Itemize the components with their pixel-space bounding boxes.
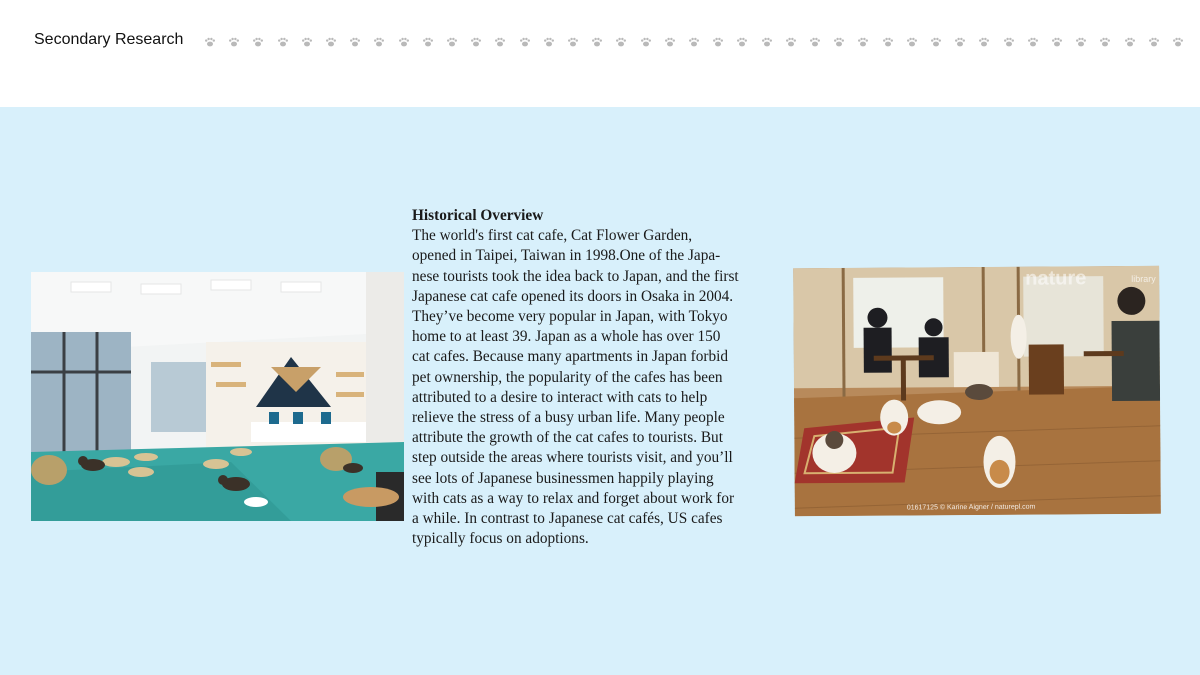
- overview-line: typically focus on adoptions.: [412, 530, 589, 548]
- overview-line: nese tourists took the idea back to Japan, and the first: [412, 267, 739, 285]
- paw-print-icon: [373, 36, 385, 48]
- watermark-sub-text: library: [1131, 273, 1156, 284]
- paw-print-icon: [1051, 36, 1063, 48]
- paw-print-icon: [1027, 36, 1039, 48]
- watermark-text: nature: [1025, 267, 1087, 290]
- paw-print-icon: [1148, 36, 1160, 48]
- paw-print-icon: [301, 36, 313, 48]
- historical-overview-heading: Historical Overview: [412, 207, 544, 224]
- paw-print-icon: [349, 36, 361, 48]
- overview-line: They’ve become very popular in Japan, with Tokyo: [412, 308, 728, 326]
- cat-cafe-interior-photo: [31, 272, 404, 521]
- paw-print-icon: [277, 36, 289, 48]
- paw-print-icon: [494, 36, 506, 48]
- paw-print-icon: [1075, 36, 1087, 48]
- paw-print-icon: [1124, 36, 1136, 48]
- paw-print-icon: [906, 36, 918, 48]
- paw-print-icon: [1003, 36, 1015, 48]
- paw-print-icon: [615, 36, 627, 48]
- content-area: [0, 107, 1200, 675]
- historical-overview-text: [412, 206, 790, 549]
- paw-print-icon: [712, 36, 724, 48]
- overview-line: see lots of Japanese businessmen happily playing: [412, 469, 714, 487]
- paw-print-icon: [833, 36, 845, 48]
- paw-print-icon: [640, 36, 652, 48]
- overview-line: attribute the growth of the cat cafes to tourists. But: [412, 429, 723, 447]
- people-with-cats-photo: [793, 266, 1161, 517]
- overview-line: with cats as a way to relax and forget about work for: [412, 489, 735, 507]
- paw-print-icon: [688, 36, 700, 48]
- paw-print-icon: [785, 36, 797, 48]
- paw-print-icon: [591, 36, 603, 48]
- paw-print-icon: [252, 36, 264, 48]
- section-title: Secondary Research: [34, 31, 184, 48]
- paw-print-icon: [204, 36, 216, 48]
- cat-cafe-interior-illustration: [31, 272, 404, 521]
- overview-line: Japanese cat cafe opened its doors in Osaka in 2004.: [412, 287, 734, 305]
- paw-print-icon: [1172, 36, 1184, 48]
- paw-print-icon: [809, 36, 821, 48]
- paw-print-icon: [761, 36, 773, 48]
- overview-line: opened in Taipei, Taiwan in 1998.One of the Japa-: [412, 247, 721, 265]
- overview-line: home to at least 39. Japan as a whole has over 150: [412, 328, 721, 346]
- paw-print-icon: [446, 36, 458, 48]
- paw-print-icon: [882, 36, 894, 48]
- paw-print-icon: [664, 36, 676, 48]
- paw-print-icon: [857, 36, 869, 48]
- overview-line: The world's first cat cafe, Cat Flower Garden,: [412, 227, 693, 245]
- historical-overview-body: [412, 226, 790, 549]
- paw-print-icon: [422, 36, 434, 48]
- paw-print-icon: [736, 36, 748, 48]
- overview-line: step outside the areas where tourists visit, and you’ll: [412, 449, 733, 467]
- slide-header: [0, 0, 1200, 107]
- paw-print-icon: [954, 36, 966, 48]
- paw-print-icon: [543, 36, 555, 48]
- paw-print-divider: [200, 36, 1200, 50]
- overview-line: cat cafes. Because many apartments in Japan forbid: [412, 348, 729, 366]
- photo-credit-text: 01617125 © Karine Aigner / naturepl.com: [906, 503, 1036, 512]
- people-with-cats-illustration: [793, 266, 1161, 517]
- overview-line: attributed to a desire to interact with cats to help: [412, 388, 708, 406]
- paw-print-icon: [228, 36, 240, 48]
- paw-print-icon: [519, 36, 531, 48]
- paw-print-icon: [1099, 36, 1111, 48]
- paw-print-icon: [470, 36, 482, 48]
- paw-print-icon: [567, 36, 579, 48]
- paw-print-icon: [398, 36, 410, 48]
- paw-print-icon: [978, 36, 990, 48]
- overview-line: pet ownership, the popularity of the cafes has been: [412, 368, 723, 386]
- paw-print-icon: [325, 36, 337, 48]
- paw-print-icon: [930, 36, 942, 48]
- overview-line: a while. In contrast to Japanese cat cafés, US cafes: [412, 510, 723, 528]
- overview-line: relieve the stress of a busy urban life. Many people: [412, 409, 725, 427]
